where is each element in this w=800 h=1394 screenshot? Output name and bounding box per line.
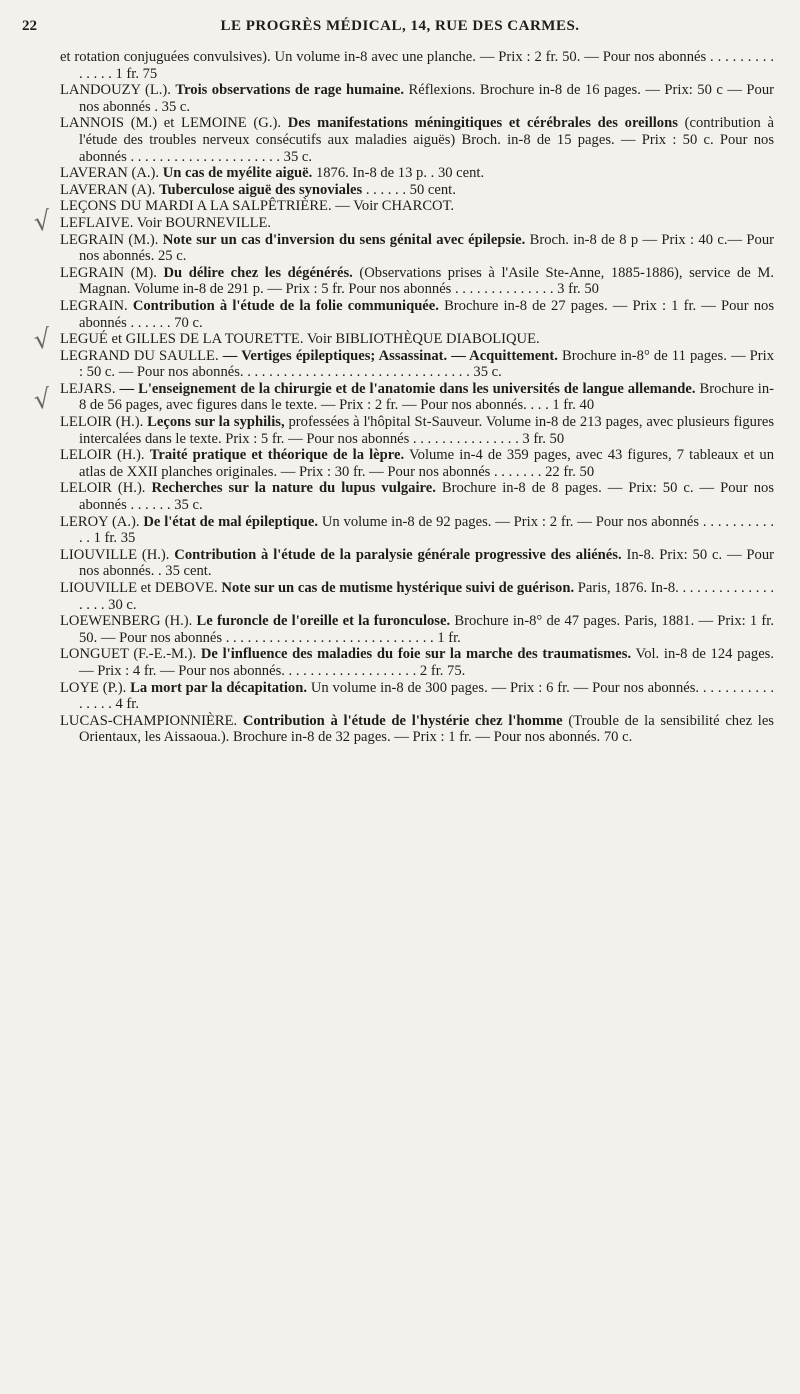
entry-text: Broch. in-8 de 8 p — Prix : 40 c.— Pour nos abonnés. 25 c. bbox=[78, 231, 774, 265]
catalogue-entries bbox=[60, 49, 774, 746]
entry-author: LOEWENBERG (H.). bbox=[60, 613, 193, 630]
entry-title: Le furoncle de l'oreille et la furonculose. bbox=[196, 613, 451, 630]
catalogue-entry bbox=[60, 480, 774, 513]
entry-text: et rotation conjuguées convulsives). Un volume in-8 avec une planche. — Prix : 2 fr. 50. — Pour nos abonnés . . . . . . . . . . . . . . 1 fr. 75 bbox=[60, 49, 774, 82]
entry-text: professées à l'hôpital St-Sauveur. Volume in-8 de 213 pages, avec plusieurs figures intercalées dans le texte. Prix : 5 fr. — Pour nos abonnés . . . . . . . . . . . . . . . 3 fr. 50 bbox=[78, 414, 774, 447]
entry-title: Recherches sur la nature du lupus vulgaire. bbox=[151, 480, 436, 497]
entry-title: Leçons sur la syphilis, bbox=[147, 414, 285, 431]
catalogue-entry bbox=[60, 381, 774, 414]
entry-text: Brochure in-8° de 47 pages. Paris, 1881. — Prix: 1 fr. 50. — Pour nos abonnés . . . . . . . . . . . . . . . . . . . . . . . . . . . . . 1 fr. bbox=[78, 613, 774, 646]
entry-author: LELOIR (H.). bbox=[60, 447, 145, 464]
entry-author: LONGUET (F.-E.-M.). bbox=[60, 646, 197, 663]
catalogue-entry bbox=[60, 646, 774, 679]
catalogue-entry bbox=[60, 298, 774, 331]
catalogue-entry bbox=[60, 182, 774, 199]
entry-text: — Voir CHARCOT. bbox=[335, 198, 455, 215]
catalogue-entry bbox=[60, 331, 774, 348]
margin-annotations bbox=[0, 0, 60, 1394]
entry-text: (Observations prises à l'Asile Ste-Anne, 1885-1886), service de M. Magnan. Volume in-8 de 291 p. — Prix : 5 fr. Pour nos abonnés . . . . . . . . . . . . . . 3 fr. 50 bbox=[78, 264, 774, 298]
catalogue-entry bbox=[60, 215, 774, 232]
entry-text: Réflexions. Brochure in-8 de 16 pages. — Prix: 50 c — Pour nos abonnés . 35 c. bbox=[78, 82, 774, 115]
entry-text: Paris, 1876. In-8. . . . . . . . . . . . . . . . . . 30 c. bbox=[78, 580, 774, 613]
catalogue-entry bbox=[60, 613, 774, 646]
catalogue-entry bbox=[60, 198, 774, 215]
entry-author: LEFLAIVE. bbox=[60, 214, 134, 231]
catalogue-entry bbox=[60, 414, 774, 447]
entry-author: LEGRAIN (M). bbox=[60, 264, 157, 281]
page-header bbox=[22, 18, 778, 38]
entry-author: LEJARS. bbox=[60, 380, 116, 397]
entry-title: Trois observations de rage humaine. bbox=[175, 82, 405, 99]
entry-author: LEGRAIN. bbox=[60, 297, 128, 314]
catalogue-entry bbox=[60, 680, 774, 713]
entry-title: De l'influence des maladies du foie sur la marche des traumatismes. bbox=[200, 646, 632, 663]
entry-text: Brochure in-8 de 56 pages, avec figures dans le texte. — Prix : 2 fr. — Pour nos abonnés. . . . 1 fr. 40 bbox=[78, 380, 774, 414]
catalogue-entry bbox=[60, 514, 774, 547]
entry-author: LANDOUZY (L.). bbox=[60, 82, 171, 99]
entry-author: LIOUVILLE (H.). bbox=[60, 546, 170, 563]
entry-text: Vol. in-8 de 124 pages. — Prix : 4 fr. — Pour nos abonnés. . . . . . . . . . . . . . . . . . . 2 fr. 75. bbox=[78, 646, 775, 679]
entry-author: LEGRAND DU SAULLE. bbox=[60, 347, 219, 364]
entry-author: LANNOIS (M.) et LEMOINE (G.). bbox=[60, 115, 281, 132]
catalogue-entry bbox=[60, 115, 774, 165]
entry-title: Contribution à l'étude de la folie communiquée. bbox=[132, 297, 439, 314]
entry-title: Traité pratique et théorique de la lèpre. bbox=[149, 447, 405, 464]
entry-text: Un volume in-8 de 92 pages. — Prix : 2 fr. — Pour nos abonnés . . . . . . . . . . . . 1 fr. 35 bbox=[78, 513, 774, 547]
entry-author: LELOIR (H.). bbox=[60, 480, 146, 497]
entry-author: LAVERAN (A.). bbox=[60, 165, 160, 182]
catalogue-entry bbox=[60, 547, 774, 580]
catalogue-entry bbox=[60, 348, 774, 381]
catalogue-entry bbox=[60, 447, 774, 480]
entry-author: LOYE (P.). bbox=[60, 679, 127, 696]
entry-title: — Vertiges épileptiques; Assassinat. — Acquittement. bbox=[222, 347, 558, 364]
catalogue-entry bbox=[60, 232, 774, 265]
check-mark-icon: √ bbox=[31, 383, 53, 417]
entry-text: In-8. Prix: 50 c. — Pour nos abonnés. . 35 cent. bbox=[78, 546, 774, 580]
entry-text: . . . . . . 50 cent. bbox=[365, 181, 456, 198]
entry-author: LEGRAIN (M.). bbox=[60, 231, 159, 248]
entry-text: (contribution à l'étude des troubles nerveux consécutifs aux maladies aiguës) Broch. in-8 de 15 pages. — Prix : 50 c. Pour nos abonnés . . . . . . . . . . . . . . . . . . . . . 35 c. bbox=[78, 115, 775, 165]
catalogue-entry bbox=[60, 49, 774, 82]
catalogue-entry bbox=[60, 165, 774, 182]
check-mark-icon: √ bbox=[31, 323, 53, 357]
entry-author: LEROY (A.). bbox=[60, 513, 140, 530]
entry-text: Voir BOURNEVILLE. bbox=[136, 214, 272, 231]
entry-text: 1876. In-8 de 13 p. . 30 cent. bbox=[315, 165, 485, 182]
entry-title: Note sur un cas de mutisme hystérique suivi de guérison. bbox=[221, 580, 575, 596]
entry-author: LEGUÉ et GILLES DE LA TOURETTE. bbox=[60, 331, 304, 348]
entry-author: LELOIR (H.). bbox=[60, 414, 144, 431]
entry-title: Un cas de myélite aiguë. bbox=[162, 165, 313, 182]
entry-text: Un volume in-8 de 300 pages. — Prix : 6 fr. — Pour nos abonnés. . . . . . . . . . . . . . . . 4 fr. bbox=[78, 679, 775, 713]
catalogue-entry bbox=[60, 713, 774, 746]
entry-text: Brochure in-8 de 27 pages. — Prix : 1 fr. — Pour nos abonnés . . . . . . 70 c. bbox=[78, 297, 774, 331]
entry-author: LIOUVILLE et DEBOVE. bbox=[60, 580, 218, 596]
entry-title: — L'enseignement de la chirurgie et de l'anatomie dans les universités de langue allemande. bbox=[119, 380, 696, 397]
entry-text: Volume in-4 de 359 pages, avec 43 figures, 7 tableaux et un atlas de XXII planches originales. — Prix : 30 fr. — Pour nos abonnés . . . . . . . 22 fr. 50 bbox=[78, 447, 774, 480]
running-title: LE PROGRÈS MÉDICAL, 14, RUE DES CARMES. bbox=[220, 18, 580, 34]
entry-text: Brochure in-8 de 8 pages. — Prix: 50 c. — Pour nos abonnés . . . . . . 35 c. bbox=[78, 480, 774, 514]
entry-title: Des manifestations méningitiques et cérébrales des oreillons bbox=[287, 115, 678, 132]
entry-author: LAVERAN (A). bbox=[60, 181, 156, 198]
entry-title: Tuberculose aiguë des synoviales bbox=[159, 181, 363, 198]
entry-title: De l'état de mal épileptique. bbox=[143, 513, 318, 530]
check-mark-icon: √ bbox=[31, 205, 53, 239]
entry-text: (Trouble de la sensibilité chez les Orientaux, les Aissaoua.). Brochure in-8 de 32 pages. — Prix : 1 fr. — Pour nos abonnés. 70 c. bbox=[78, 712, 774, 746]
entry-title: La mort par la décapitation. bbox=[130, 679, 307, 696]
entry-title: Du délire chez les dégénérés. bbox=[163, 264, 353, 281]
entry-title: Contribution à l'étude de l'hystérie chez l'homme bbox=[242, 712, 563, 729]
entry-author: LEÇONS DU MARDI A LA SALPÊTRIÈRE. bbox=[60, 198, 332, 215]
catalogue-entry bbox=[60, 265, 774, 298]
entry-title: Contribution à l'étude de la paralysie générale progressive des aliénés. bbox=[174, 546, 622, 563]
catalogue-entry bbox=[60, 580, 774, 613]
entry-author: LUCAS-CHAMPIONNIÈRE. bbox=[60, 712, 238, 729]
entry-text: Voir BIBLIOTHÈQUE DIABOLIQUE. bbox=[306, 331, 540, 348]
catalogue-entry bbox=[60, 82, 774, 115]
page-number: 22 bbox=[22, 18, 37, 34]
entry-title: Note sur un cas d'inversion du sens génital avec épilepsie. bbox=[162, 231, 526, 248]
entry-text: Brochure in-8° de 11 pages. — Prix : 50 c. — Pour nos abonnés. . . . . . . . . . . . . . . . . . . . . . . . . . . . . . . . 35 c. bbox=[78, 347, 775, 381]
